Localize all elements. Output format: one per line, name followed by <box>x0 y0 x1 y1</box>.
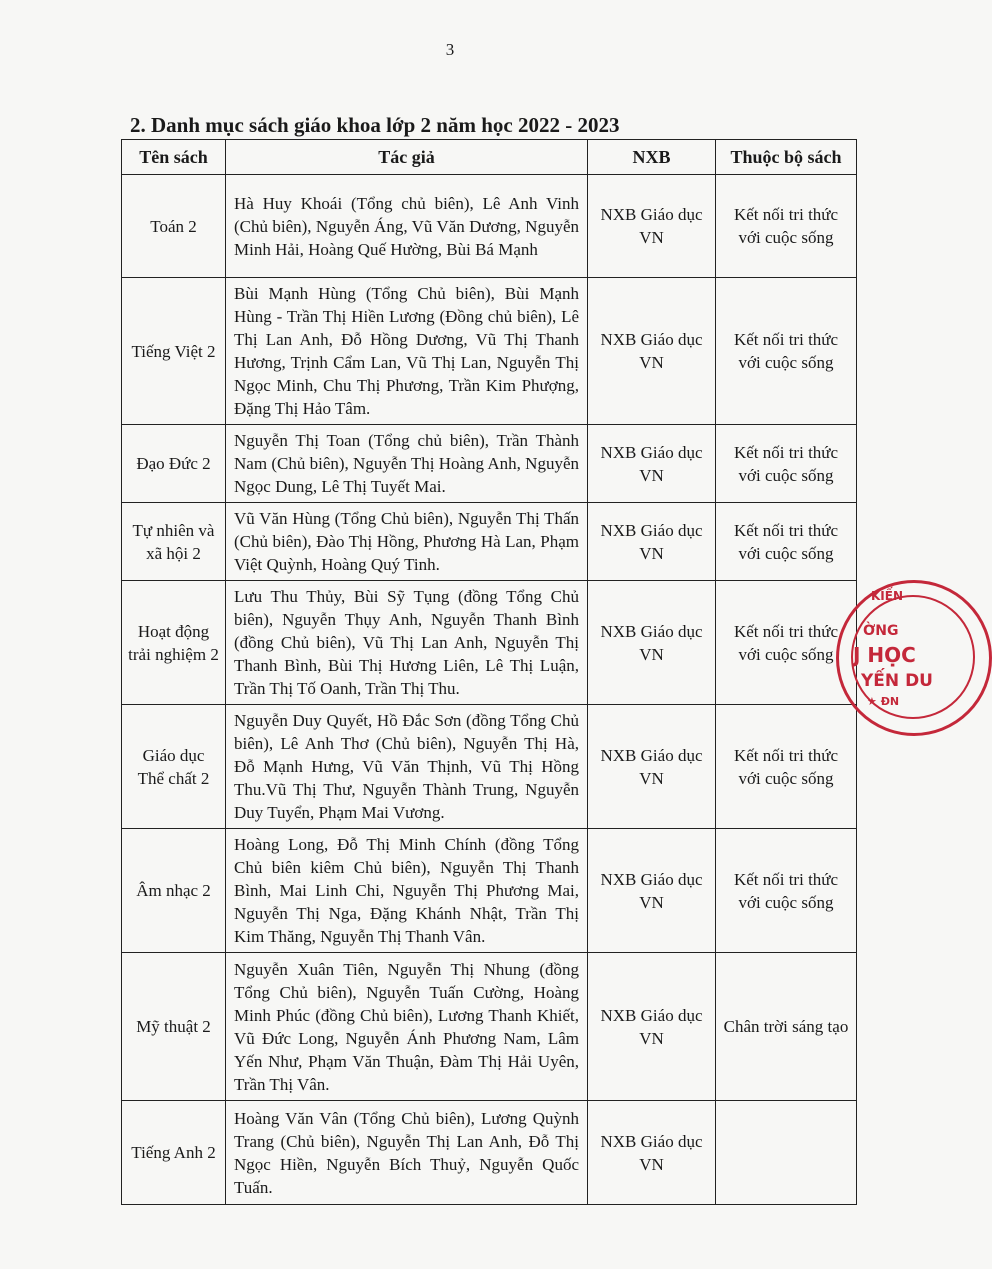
publisher-cell: NXB Giáo dục VN <box>588 1101 716 1205</box>
table-row <box>122 705 857 829</box>
table-row <box>122 581 857 705</box>
stamp-text-line: J HỌC <box>853 643 916 667</box>
publisher-cell: NXB Giáo dục VN <box>588 175 716 278</box>
series-cell: Kết nối tri thức với cuộc sống <box>716 503 857 581</box>
series-cell: Kết nối tri thức với cuộc sống <box>716 278 857 425</box>
book-name-cell: Âm nhạc 2 <box>122 829 226 953</box>
publisher-cell: NXB Giáo dục VN <box>588 581 716 705</box>
series-cell: Chân trời sáng tạo <box>716 953 857 1101</box>
authors-cell: Hoàng Long, Đỗ Thị Minh Chính (đồng Tổng Chủ biên kiêm Chủ biên), Nguyễn Thị Thanh Bình, Mai Linh Chi, Nguyễn Thị Phương Mai, Nguyễn Thị Nga, Đặng Khánh Nhật, Trần Thị Kim Thăng, Nguyễn Thị Thanh Vân. <box>226 829 588 953</box>
authors-cell: Lưu Thu Thủy, Bùi Sỹ Tụng (đồng Tổng Chủ biên), Nguyễn Thụy Anh, Nguyễn Thanh Bình (đồng Chủ biên), Vũ Thị Lan Anh, Nguyễn Thị Thanh Bình, Bùi Thị Hương Liên, Lê Thị Luận, Trần Thị Tố Oanh, Trần Thị Thu. <box>226 581 588 705</box>
table-row <box>122 175 857 278</box>
authors-cell: Hà Huy Khoái (Tổng chủ biên), Lê Anh Vinh (Chủ biên), Nguyễn Áng, Vũ Văn Dương, Nguyễn Minh Hải, Hoàng Quế Hường, Bùi Bá Mạnh <box>226 175 588 278</box>
publisher-cell: NXB Giáo dục VN <box>588 425 716 503</box>
book-name-cell: Đạo Đức 2 <box>122 425 226 503</box>
table-row <box>122 425 857 503</box>
publisher-cell: NXB Giáo dục VN <box>588 278 716 425</box>
series-cell: Kết nối tri thức với cuộc sống <box>716 175 857 278</box>
publisher-cell: NXB Giáo dục VN <box>588 705 716 829</box>
publisher-cell: NXB Giáo dục VN <box>588 953 716 1101</box>
series-cell: Kết nối tri thức với cuộc sống <box>716 829 857 953</box>
stamp-text-line: YẾN DU <box>861 671 933 691</box>
series-cell <box>716 1101 857 1205</box>
book-name-cell: Giáo dục Thể chất 2 <box>122 705 226 829</box>
header-series: Thuộc bộ sách <box>716 140 857 175</box>
authors-cell: Nguyễn Thị Toan (Tổng chủ biên), Trần Thành Nam (Chủ biên), Nguyễn Thị Hoàng Anh, Nguyễn Ngọc Dung, Lê Thị Tuyết Mai. <box>226 425 588 503</box>
stamp-text-line: KIẾN <box>871 589 904 603</box>
book-name-cell: Tự nhiên và xã hội 2 <box>122 503 226 581</box>
authors-cell: Nguyễn Duy Quyết, Hồ Đắc Sơn (đồng Tổng Chủ biên), Lê Anh Thơ (Chủ biên), Nguyễn Thị Hà, Đỗ Mạnh Hưng, Vũ Văn Thịnh, Vũ Thị Hồng Thu.Vũ Thị Thư, Nguyễn Thành Trung, Nguyễn Duy Tuyển, Phạm Mai Vương. <box>226 705 588 829</box>
official-red-stamp <box>836 580 992 736</box>
stamp-text-line: ★ ĐN <box>867 695 900 708</box>
book-name-cell: Tiếng Việt 2 <box>122 278 226 425</box>
authors-cell: Bùi Mạnh Hùng (Tổng Chủ biên), Bùi Mạnh Hùng - Trần Thị Hiền Lương (Đồng chủ biên), Lê Thị Lan Anh, Đỗ Hồng Dương, Vũ Thị Thanh Hương, Trịnh Cẩm Lan, Vũ Thị Lan, Nguyễn Thị Ngọc Minh, Chu Thị Phương, Trần Kim Phượng, Đặng Thị Hảo Tâm. <box>226 278 588 425</box>
section-title: 2. Danh mục sách giáo khoa lớp 2 năm học 2022 - 2023 <box>130 113 620 137</box>
authors-cell: Nguyễn Xuân Tiên, Nguyễn Thị Nhung (đồng Tổng Chủ biên), Nguyễn Tuấn Cường, Hoàng Minh Phúc (đồng Chủ biên), Lương Thanh Khiết, Vũ Đức Long, Nguyễn Ánh Phương Nam, Lâm Yến Như, Phạm Văn Thuận, Đàm Thị Hải Uyên, Trần Thị Vân. <box>226 953 588 1101</box>
book-name-cell: Hoạt động trải nghiệm 2 <box>122 581 226 705</box>
table-row <box>122 503 857 581</box>
publisher-cell: NXB Giáo dục VN <box>588 503 716 581</box>
authors-cell: Vũ Văn Hùng (Tổng Chủ biên), Nguyễn Thị Thấn (Chủ biên), Đào Thị Hồng, Phương Hà Lan, Phạm Việt Quỳnh, Hoàng Quý Tinh. <box>226 503 588 581</box>
series-cell: Kết nối tri thức với cuộc sống <box>716 425 857 503</box>
table-header-row <box>122 140 857 175</box>
header-authors: Tác giả <box>226 140 588 175</box>
book-name-cell: Tiếng Anh 2 <box>122 1101 226 1205</box>
header-book-name: Tên sách <box>122 140 226 175</box>
series-cell: Kết nối tri thức với cuộc sống <box>716 705 857 829</box>
authors-cell: Hoàng Văn Vân (Tổng Chủ biên), Lương Quỳnh Trang (Chủ biên), Nguyễn Thị Lan Anh, Đỗ Thị Ngọc Hiền, Nguyễn Bích Thuỷ, Nguyễn Quốc Tuấn. <box>226 1101 588 1205</box>
series-cell: Kết nối tri thức với cuộc sống <box>716 581 857 705</box>
table-row <box>122 278 857 425</box>
book-name-cell: Mỹ thuật 2 <box>122 953 226 1101</box>
book-name-cell: Toán 2 <box>122 175 226 278</box>
page-number: 3 <box>445 40 455 59</box>
stamp-text-line: ỜNG <box>863 623 899 639</box>
table-row <box>122 953 857 1101</box>
table-row <box>122 1101 857 1205</box>
table-row <box>122 829 857 953</box>
publisher-cell: NXB Giáo dục VN <box>588 829 716 953</box>
textbook-table <box>121 139 857 1205</box>
header-publisher: NXB <box>588 140 716 175</box>
